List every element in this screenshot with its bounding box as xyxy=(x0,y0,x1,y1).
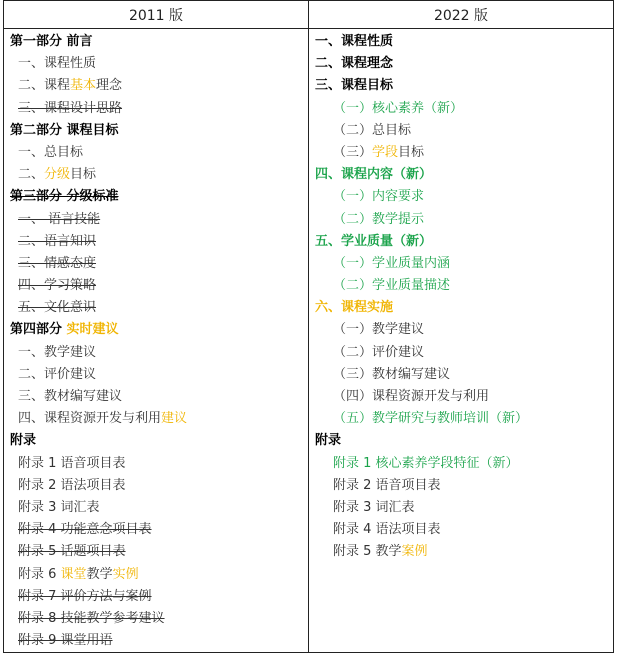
outline-text: 附录 xyxy=(315,433,342,449)
outline-text: （二）学业质量描述 xyxy=(333,278,451,294)
outline-item xyxy=(4,586,308,608)
outline-text: 附录 7 评价方法与案例 xyxy=(18,588,152,604)
outline-item xyxy=(309,475,613,497)
outline-text: 学段 xyxy=(372,144,399,160)
outline-text: 二、课程理念 xyxy=(315,56,394,72)
outline-item xyxy=(4,75,308,97)
outline-text: 实例 xyxy=(112,566,139,582)
outline-item xyxy=(309,275,613,297)
outline-text: （二）评价建议 xyxy=(333,344,425,360)
outline-item xyxy=(4,275,308,297)
outline-text: 第三部分 分级标准 xyxy=(10,189,119,205)
header-row xyxy=(4,1,614,29)
outline-item xyxy=(309,519,613,541)
outline-text: 五、文化意识 xyxy=(18,300,97,316)
outline-item xyxy=(4,364,308,386)
outline-item xyxy=(4,164,308,186)
outline-text: 一、课程性质 xyxy=(315,34,394,49)
outline-item xyxy=(4,53,308,75)
outline-text: 案例 xyxy=(401,544,428,560)
outline-item xyxy=(309,408,613,430)
outline-text: 附录 4 功能意念项目表 xyxy=(18,522,152,538)
outline-item xyxy=(309,364,613,386)
outline-text: 教学 xyxy=(86,566,113,582)
outline-text: 附录 3 词汇表 xyxy=(333,499,415,515)
outline-item xyxy=(4,630,308,652)
outline-text: 附录 3 词汇表 xyxy=(18,499,100,515)
outline-text: 附录 5 话题项目表 xyxy=(18,544,126,560)
outline-text: 附录 9 课堂用语 xyxy=(18,633,113,649)
section-heading xyxy=(309,297,613,319)
outline-text: （一）内容要求 xyxy=(333,189,425,205)
outline-item xyxy=(4,564,308,586)
outline-text: 二、课程 xyxy=(18,78,71,94)
outline-text: 实时建议 xyxy=(66,322,119,338)
outline-item xyxy=(309,386,613,408)
section-heading xyxy=(309,164,613,186)
outline-text: 课堂 xyxy=(60,566,87,582)
outline-text: 二、语言知识 xyxy=(18,233,97,249)
outline-text: 目标 xyxy=(398,144,425,160)
outline-text: 三、课程设计思路 xyxy=(18,100,123,116)
column-2022 xyxy=(309,29,614,653)
outline-item xyxy=(309,142,613,164)
outline-text: 分级 xyxy=(44,167,71,183)
outline-item xyxy=(4,386,308,408)
outline-item xyxy=(4,608,308,630)
outline-text: 四、课程内容（新） xyxy=(315,167,433,183)
outline-text: 附录 xyxy=(10,433,37,449)
outline-item xyxy=(309,497,613,519)
outline-text: 第二部分 课程目标 xyxy=(10,122,119,138)
outline-text: 附录 4 语法项目表 xyxy=(333,522,441,538)
section-heading xyxy=(309,430,613,452)
outline-text: 二、评价建议 xyxy=(18,366,97,382)
section-heading xyxy=(309,231,613,253)
outline-text: 基本 xyxy=(70,78,97,94)
column-2011 xyxy=(4,29,309,653)
header-2011: 2011 版 xyxy=(4,1,309,29)
section-heading xyxy=(4,186,308,208)
section-heading xyxy=(4,120,308,142)
outline-text: 附录 6 xyxy=(18,566,61,582)
outline-item xyxy=(309,541,613,563)
outline-text: 附录 5 教学 xyxy=(333,544,402,560)
outline-text: （五）教学研究与教师培训（新） xyxy=(333,411,529,427)
section-heading xyxy=(4,31,308,53)
section-heading xyxy=(4,319,308,341)
outline-text: 一、总目标 xyxy=(18,144,84,160)
outline-text: 一、教学建议 xyxy=(18,344,97,360)
outline-text: 三、教材编写建议 xyxy=(18,389,123,404)
outline-item xyxy=(4,408,308,430)
outline-item xyxy=(4,541,308,563)
outline-item xyxy=(309,342,613,364)
outline-text: 一、 语言技能 xyxy=(18,211,101,227)
outline-text: （四）课程资源开发与利用 xyxy=(333,389,490,404)
outline-item xyxy=(4,297,308,319)
outline-text: 六、课程实施 xyxy=(315,300,394,316)
outline-item xyxy=(4,519,308,541)
outline-text: 四、学习策略 xyxy=(18,278,97,294)
outline-item xyxy=(4,253,308,275)
outline-text: （二）教学提示 xyxy=(333,211,425,227)
outline-text: 附录 2 语音项目表 xyxy=(333,477,441,493)
outline-text: 目标 xyxy=(70,167,97,183)
outline-text: （二）总目标 xyxy=(333,122,412,138)
outline-text: 第一部分 前言 xyxy=(10,34,93,49)
outline-item xyxy=(4,475,308,497)
outline-item xyxy=(4,497,308,519)
outline-text: 三、情感态度 xyxy=(18,255,97,271)
header-2022: 2022 版 xyxy=(309,1,614,29)
section-heading xyxy=(309,75,613,97)
section-heading xyxy=(4,430,308,452)
outline-item xyxy=(4,98,308,120)
outline-text: 二、 xyxy=(18,167,45,183)
outline-item xyxy=(4,342,308,364)
outline-text: 第四部分 xyxy=(10,322,67,338)
outline-item xyxy=(4,231,308,253)
outline-text: 建议 xyxy=(161,411,188,427)
outline-text: 附录 8 技能教学参考建议 xyxy=(18,610,165,626)
outline-text: 理念 xyxy=(96,78,123,94)
outline-text: 附录 1 语音项目表 xyxy=(18,455,126,471)
outline-item xyxy=(309,186,613,208)
outline-text: （三） xyxy=(333,144,373,160)
outline-item xyxy=(4,142,308,164)
section-heading xyxy=(309,53,613,75)
comparison-table xyxy=(3,0,614,653)
outline-text: 附录 1 核心素养学段特征（新） xyxy=(333,455,519,471)
outline-text: 五、学业质量（新） xyxy=(315,233,433,249)
outline-item xyxy=(309,209,613,231)
outline-text: （三）教材编写建议 xyxy=(333,366,451,382)
outline-text: 附录 2 语法项目表 xyxy=(18,477,126,493)
outline-text: （一）学业质量内涵 xyxy=(333,255,451,271)
outline-item xyxy=(309,453,613,475)
outline-text: （一）核心素养（新） xyxy=(333,100,464,116)
section-heading xyxy=(309,31,613,53)
outline-item xyxy=(309,319,613,341)
outline-item xyxy=(4,209,308,231)
outline-item xyxy=(309,253,613,275)
outline-text: 四、课程资源开发与利用 xyxy=(18,411,162,427)
outline-item xyxy=(4,453,308,475)
outline-item xyxy=(309,120,613,142)
outline-text: （一）教学建议 xyxy=(333,322,425,338)
outline-text: 三、课程目标 xyxy=(315,78,394,94)
outline-item xyxy=(309,98,613,120)
outline-text: 一、课程性质 xyxy=(18,56,97,72)
content-row xyxy=(4,29,614,653)
